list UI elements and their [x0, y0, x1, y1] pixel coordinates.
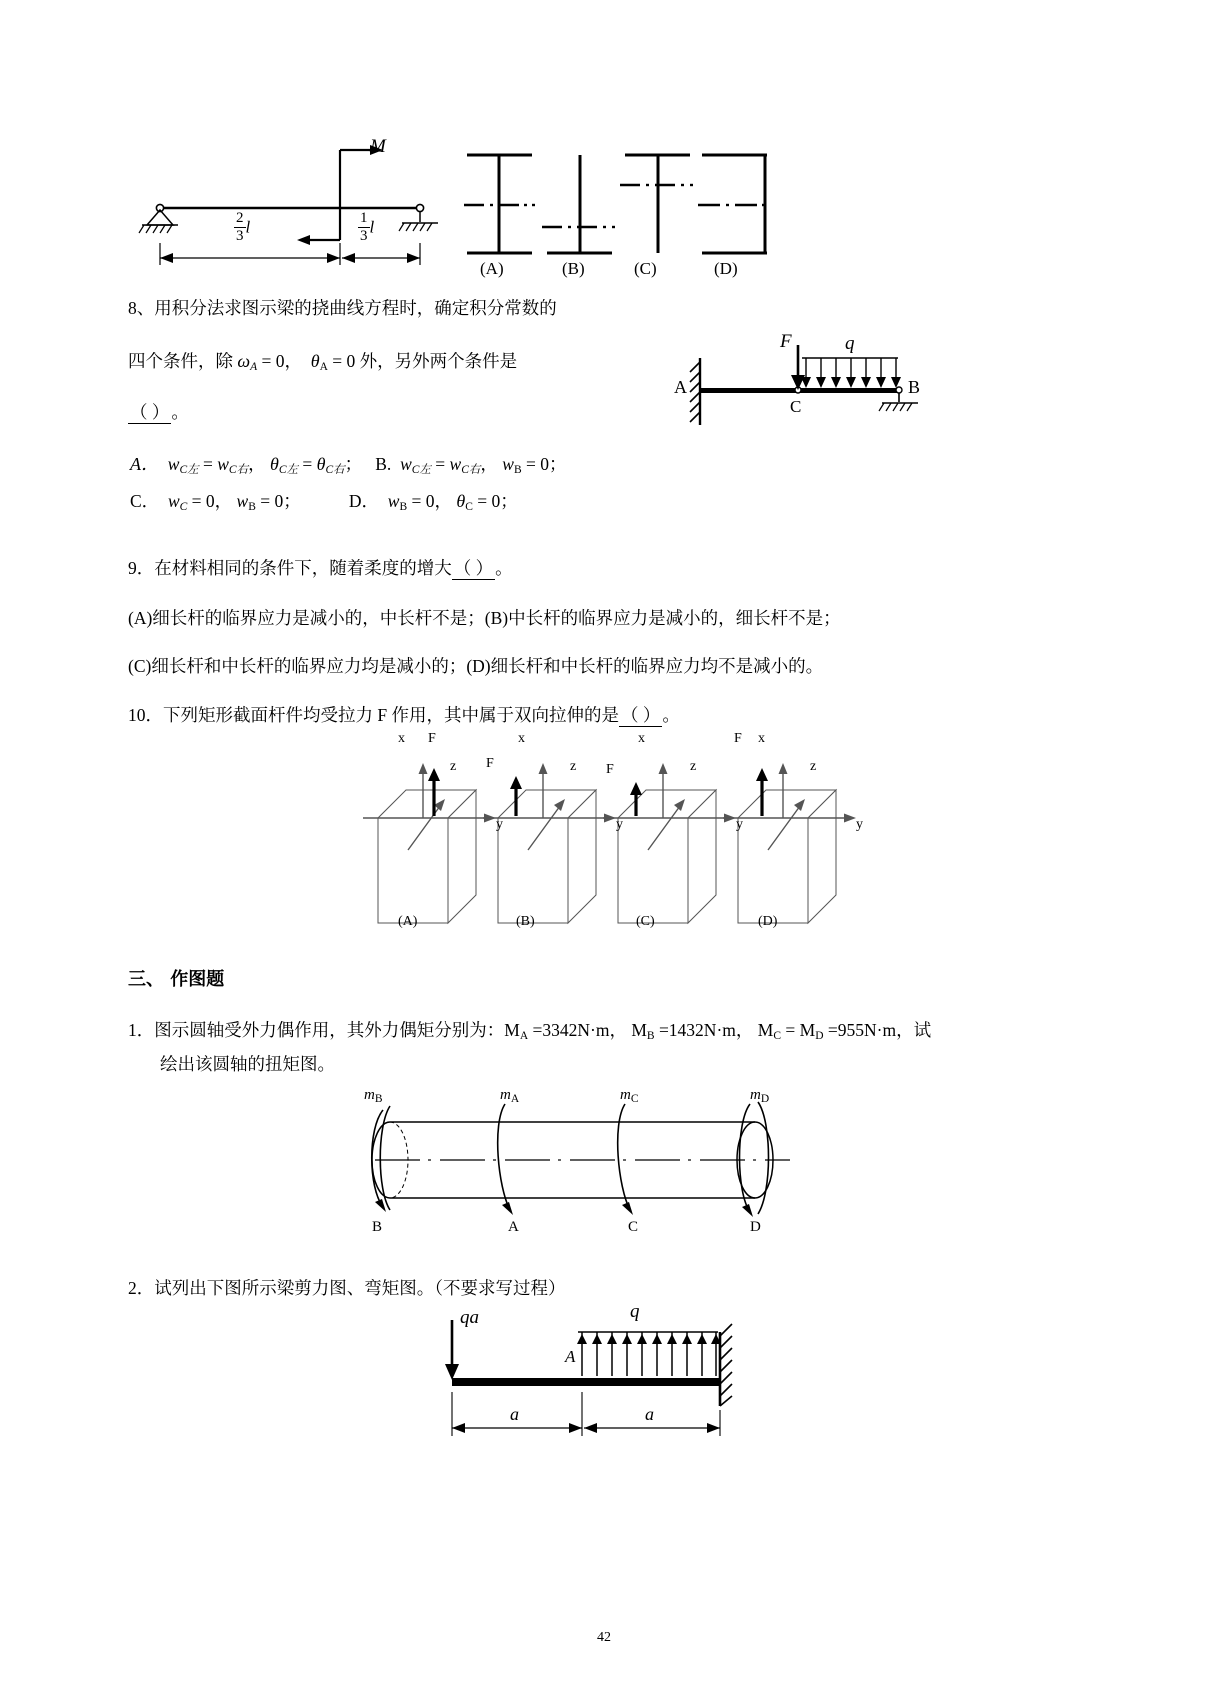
block-b-axis-x: x — [518, 731, 525, 746]
w-subscript: C — [179, 501, 188, 513]
shaft-point-c: C — [628, 1219, 639, 1235]
q10-stem-period: 。 — [662, 705, 680, 725]
q9-options-row2 — [128, 658, 823, 676]
q8-line2 — [128, 352, 517, 374]
q8-label-A: A — [674, 377, 687, 397]
w-symbol: w — [167, 491, 180, 511]
p1-text-b: =3342N·m， M — [528, 1020, 647, 1040]
theta-symbol: θ — [316, 454, 326, 474]
block-a-axis-x: x — [398, 731, 405, 746]
w-symbol: w — [236, 491, 249, 511]
shaft-point-d: D — [750, 1219, 761, 1235]
p2-label-q: q — [630, 1301, 640, 1322]
equals-sign: = — [202, 454, 213, 474]
block-c-axis-y: y — [736, 817, 743, 832]
omega-symbol: ω — [237, 351, 251, 371]
block-d-axis-x: x — [758, 731, 765, 746]
q8-label-q: q — [845, 333, 855, 354]
q8-option-a-label: A． — [130, 454, 159, 474]
q9-answer-blank[interactable]: （ ） — [453, 558, 494, 578]
q10-stem-text: 10．下列矩形截面杆件均受拉力 F 作用，其中属于双向拉伸的是 — [128, 705, 619, 725]
q9-options-row1 — [128, 610, 841, 628]
omega-subscript: A — [250, 361, 258, 373]
comma: ， — [480, 454, 498, 474]
equals-sign: = — [435, 454, 446, 474]
p1-line2: 绘出该圆轴的扭矩图。 — [160, 1054, 335, 1074]
p1-text-d: = M — [781, 1020, 816, 1040]
q8-option-a[interactable] — [130, 455, 567, 477]
q8-label-C: C — [790, 397, 802, 416]
section-option-label-a: (A) — [480, 259, 504, 278]
theta-symbol: θ — [269, 454, 279, 474]
q8-line3 — [128, 404, 189, 424]
q8-eq1: = 0， — [261, 351, 302, 371]
shaft-label-m-a: $m_A$ — [500, 1087, 520, 1105]
w-symbol: w — [502, 454, 514, 474]
q9-option-d[interactable]: (D)细长杆和中长杆的临界应力均不是减小的。 — [466, 656, 824, 676]
shaft-point-a: A — [508, 1219, 519, 1235]
q8-option-b-label: B. — [375, 454, 392, 474]
q8-label-B: B — [908, 377, 921, 397]
m-subscript-c: C — [773, 1030, 781, 1042]
q9-stem — [128, 560, 513, 580]
q10-answer-blank[interactable]: （ ） — [620, 705, 661, 725]
frac-denominator: 3 — [236, 228, 244, 244]
page-number: 42 — [597, 1630, 611, 1645]
p2-label-A: A — [565, 1347, 576, 1366]
frac-numerator: 1 — [360, 210, 368, 226]
p2-dim-left: a — [510, 1404, 519, 1424]
comma: ， — [248, 454, 266, 474]
p2-line1: 2．试列出下图所示梁剪力图、弯矩图。（不要求写过程） — [128, 1278, 566, 1298]
dimension-one-third-l — [358, 210, 374, 245]
q8-option-b-value: = 0； — [526, 454, 567, 474]
q9-option-b[interactable]: (B)中长杆的临界应力是减小的，细长杆不是； — [484, 608, 841, 628]
w-subscript: B — [513, 464, 522, 476]
moment-label-M: M — [370, 136, 386, 157]
section-option-label-b: (B) — [562, 259, 585, 278]
block-d-axis-y: y — [856, 817, 863, 832]
w-symbol: w — [400, 454, 412, 474]
block-c-force-f: F — [606, 762, 614, 777]
equals-sign: = — [302, 454, 313, 474]
theta-symbol: θ — [310, 351, 320, 371]
q10-option-label-b: (B) — [516, 914, 535, 929]
q8-answer-blank[interactable]: （ ） — [130, 402, 170, 422]
section-option-label-d: (D) — [714, 259, 738, 278]
m-subscript-b: B — [646, 1030, 655, 1042]
w-symbol: w — [167, 454, 180, 474]
p1-text-c: =1432N·m， M — [654, 1020, 774, 1040]
dimension-two-thirds-l — [234, 210, 250, 245]
semicolon: ； — [344, 454, 363, 474]
block-a-axis-y: y — [496, 817, 503, 832]
m-subscript-a: A — [519, 1030, 529, 1042]
frac-denominator: 3 — [360, 228, 368, 244]
frac-numerator: 2 — [236, 210, 244, 226]
w-symbol: w — [217, 454, 229, 474]
p2-dim-right: a — [645, 1404, 654, 1424]
q8-line1: 8、用积分法求图示梁的挠曲线方程时，确定积分常数的 — [128, 298, 557, 318]
block-c-axis-x: x — [638, 731, 645, 746]
q10-option-label-c: (C) — [636, 914, 655, 929]
q10-blocks-figure — [368, 731, 863, 945]
q8-label-F: F — [780, 331, 792, 352]
q8-line2-text-a: 四个条件，除 — [128, 351, 233, 371]
shaft-label-m-d: $m_D$ — [750, 1087, 770, 1105]
theta-symbol: θ — [456, 491, 466, 511]
block-d-force-f: F — [734, 731, 742, 746]
w-subscript: C右 — [461, 464, 481, 476]
q8-option-c[interactable] — [130, 492, 518, 514]
q8-option-d-value1: = 0， — [411, 491, 453, 511]
w-subscript: C左 — [179, 464, 199, 476]
section-heading-three: 三、 作图题 — [128, 969, 225, 990]
theta-subscript: C右 — [325, 464, 345, 476]
q8-cantilever-beam-figure — [670, 330, 970, 440]
w-symbol: w — [387, 491, 400, 511]
p1-text-e: =955N·m，试 — [823, 1020, 932, 1040]
q8-eq2: = 0 外，另外两个条件是 — [332, 351, 518, 371]
m-subscript-d: D — [815, 1030, 824, 1042]
p1-text-a: 1．图示圆轴受外力偶作用，其外力偶矩分别为：M — [128, 1020, 520, 1040]
section-options-figure — [462, 145, 772, 278]
block-b-axis-y: y — [616, 817, 623, 832]
q9-stem-period: 。 — [495, 558, 513, 578]
w-subscript: C右 — [228, 464, 249, 476]
block-b-force-f: F — [486, 756, 494, 771]
theta-subscript: C左 — [278, 464, 298, 476]
q8-line3-period: 。 — [171, 402, 189, 422]
q8-option-c-value1: = 0， — [191, 491, 233, 511]
w-subscript: B — [248, 501, 256, 513]
w-symbol: w — [449, 454, 462, 474]
block-a-force-f: F — [428, 731, 436, 746]
q8-option-c-value2: = 0； — [260, 491, 301, 511]
section-option-label-c: (C) — [634, 259, 657, 278]
q10-option-label-a: (A) — [398, 914, 418, 929]
shaft-point-b: B — [372, 1219, 383, 1235]
q9-stem-text: 9．在材料相同的条件下，随着柔度的增大 — [128, 558, 452, 578]
w-subscript: B — [399, 501, 408, 513]
block-b-axis-z: z — [570, 759, 577, 774]
beam-moment-figure — [130, 130, 460, 270]
block-a-axis-z: z — [450, 759, 457, 774]
p2-beam-figure — [430, 1301, 760, 1450]
theta-subscript: C — [465, 501, 473, 513]
p1-shaft-figure — [350, 1087, 820, 1242]
p2-label-qa: qa — [460, 1307, 479, 1328]
q10-option-label-d: (D) — [758, 914, 778, 929]
shaft-label-m-c: $m_C$ — [620, 1087, 639, 1105]
block-c-axis-z: z — [690, 759, 697, 774]
theta-subscript: A — [319, 361, 328, 373]
q8-option-d-label: D． — [348, 491, 380, 511]
frac-variable: l — [245, 217, 251, 237]
w-subscript: C左 — [411, 464, 431, 476]
frac-variable: l — [369, 217, 375, 237]
q9-option-a[interactable]: (A)细长杆的临界应力是减小的，中长杆不是； — [128, 608, 485, 628]
shaft-label-m-b: $m_B$ — [364, 1087, 383, 1105]
q8-option-d-value2: = 0； — [477, 491, 518, 511]
block-d-axis-z: z — [810, 759, 817, 774]
p1-line1 — [128, 1022, 931, 1043]
q8-option-c-label: C． — [130, 491, 160, 511]
q9-option-c[interactable]: (C)细长杆和中长杆的临界应力均是减小的； — [128, 656, 467, 676]
q10-stem — [128, 707, 680, 727]
